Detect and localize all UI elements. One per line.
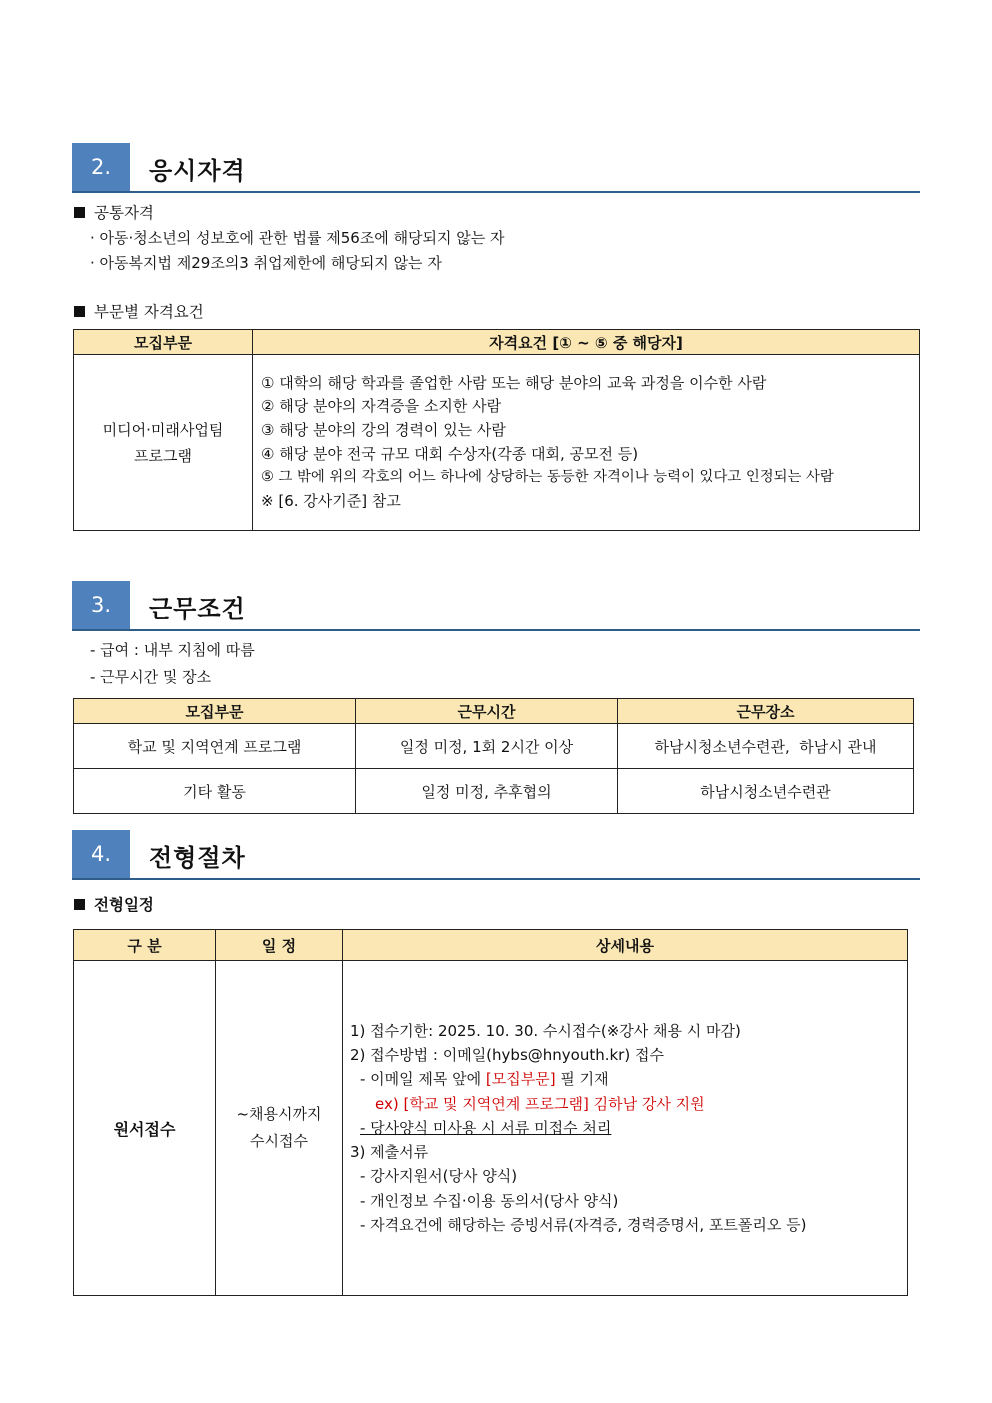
detail-line: - 이메일 제목 앞에 [모집부문] 필 기재 — [360, 1070, 609, 1089]
table-cell: 하남시청소년수련관 — [618, 769, 914, 814]
square-bullet-icon — [74, 207, 85, 218]
table-cell: 기타 활동 — [74, 769, 356, 814]
table-row — [74, 724, 914, 769]
section3-header — [72, 581, 920, 631]
table-row — [74, 961, 908, 1296]
common-item: · 아동·청소년의 성보호에 관한 법률 제56조에 해당되지 않는 자 — [90, 229, 505, 247]
condition-item: - 근무시간 및 장소 — [90, 668, 212, 686]
detail-example: ex) [학교 및 지역연계 프로그램] 김하남 강사 지원 — [375, 1094, 705, 1113]
condition-item: - 급여 : 내부 지침에 따름 — [90, 641, 255, 659]
dept-qualification-label: 부문별 자격요건 — [74, 300, 204, 322]
square-bullet-icon — [74, 306, 85, 317]
category-cell: 원서접수 — [74, 961, 216, 1296]
requirement-item: ④ 해당 분야 전국 규모 대회 수상자(각종 대회, 공모전 등) — [261, 444, 639, 463]
table-row — [74, 769, 914, 814]
table-cell: 일정 미정, 1회 2시간 이상 — [356, 724, 618, 769]
detail-line: - 자격요건에 해당하는 증빙서류(자격증, 경력증명서, 포트폴리오 등) — [360, 1215, 807, 1234]
table-cell: 하남시청소년수련관, 하남시 관내 — [618, 724, 914, 769]
detail-line: - 강사지원서(당사 양식) — [360, 1167, 518, 1186]
requirements-cell — [253, 355, 920, 531]
details-cell — [343, 961, 908, 1296]
section4-title: 전형절차 — [149, 844, 246, 872]
requirement-item: ① 대학의 해당 학과를 졸업한 사람 또는 해당 분야의 교육 과정을 이수한 사람 — [261, 373, 767, 392]
section3-number: 3. — [72, 581, 130, 629]
square-bullet-icon — [74, 899, 85, 910]
table-cell: 일정 미정, 추후협의 — [356, 769, 618, 814]
section3-title: 근무조건 — [149, 595, 246, 623]
schedule-cell: ~채용시까지 수시접수 — [216, 961, 343, 1296]
schedule-label: 전형일정 — [74, 893, 154, 915]
common-qualification-label: 공통자격 — [74, 201, 154, 223]
table-header: 근무시간 — [356, 699, 618, 724]
table-header: 일 정 — [216, 930, 343, 961]
selection-schedule-table — [73, 929, 908, 1296]
detail-line: 2) 접수방법 : 이메일(hybs@hnyouth.kr) 접수 — [350, 1046, 664, 1065]
dept-cell: 미디어·미래사업팀 프로그램 — [74, 355, 253, 531]
common-item: · 아동복지법 제29조의3 취업제한에 해당되지 않는 자 — [90, 254, 442, 272]
section2-title: 응시자격 — [149, 157, 246, 185]
requirement-item: ② 해당 분야의 자격증을 소지한 사람 — [261, 397, 502, 416]
section2-number: 2. — [72, 143, 130, 191]
table-cell: 학교 및 지역연계 프로그램 — [74, 724, 356, 769]
qualification-table — [73, 329, 920, 531]
requirement-item: ⑤ 그 밖에 위의 각호의 어느 하나에 상당하는 동등한 자격이나 능력이 있다고 인정되는 사람 — [261, 469, 834, 486]
requirement-note: ※ [6. 강사기준] 참고 — [261, 491, 401, 510]
table-header: 자격요건 [① ~ ⑤ 중 해당자] — [253, 330, 920, 355]
table-header: 상세내용 — [343, 930, 908, 961]
work-condition-table — [73, 698, 914, 814]
table-header: 모집부문 — [74, 330, 253, 355]
table-header: 모집부문 — [74, 699, 356, 724]
section2-header — [72, 143, 920, 193]
table-header: 구 분 — [74, 930, 216, 961]
table-header: 근무장소 — [618, 699, 914, 724]
detail-line: - 개인정보 수집·이용 동의서(당사 양식) — [360, 1191, 619, 1210]
detail-line: 3) 제출서류 — [350, 1143, 429, 1162]
section4-header — [72, 830, 920, 880]
detail-line: - 당사양식 미사용 시 서류 미접수 처리 — [360, 1118, 612, 1137]
detail-line: 1) 접수기한: 2025. 10. 30. 수시접수(※강사 채용 시 마감) — [350, 1022, 741, 1041]
requirement-item: ③ 해당 분야의 강의 경력이 있는 사람 — [261, 420, 506, 439]
section4-number: 4. — [72, 830, 130, 878]
